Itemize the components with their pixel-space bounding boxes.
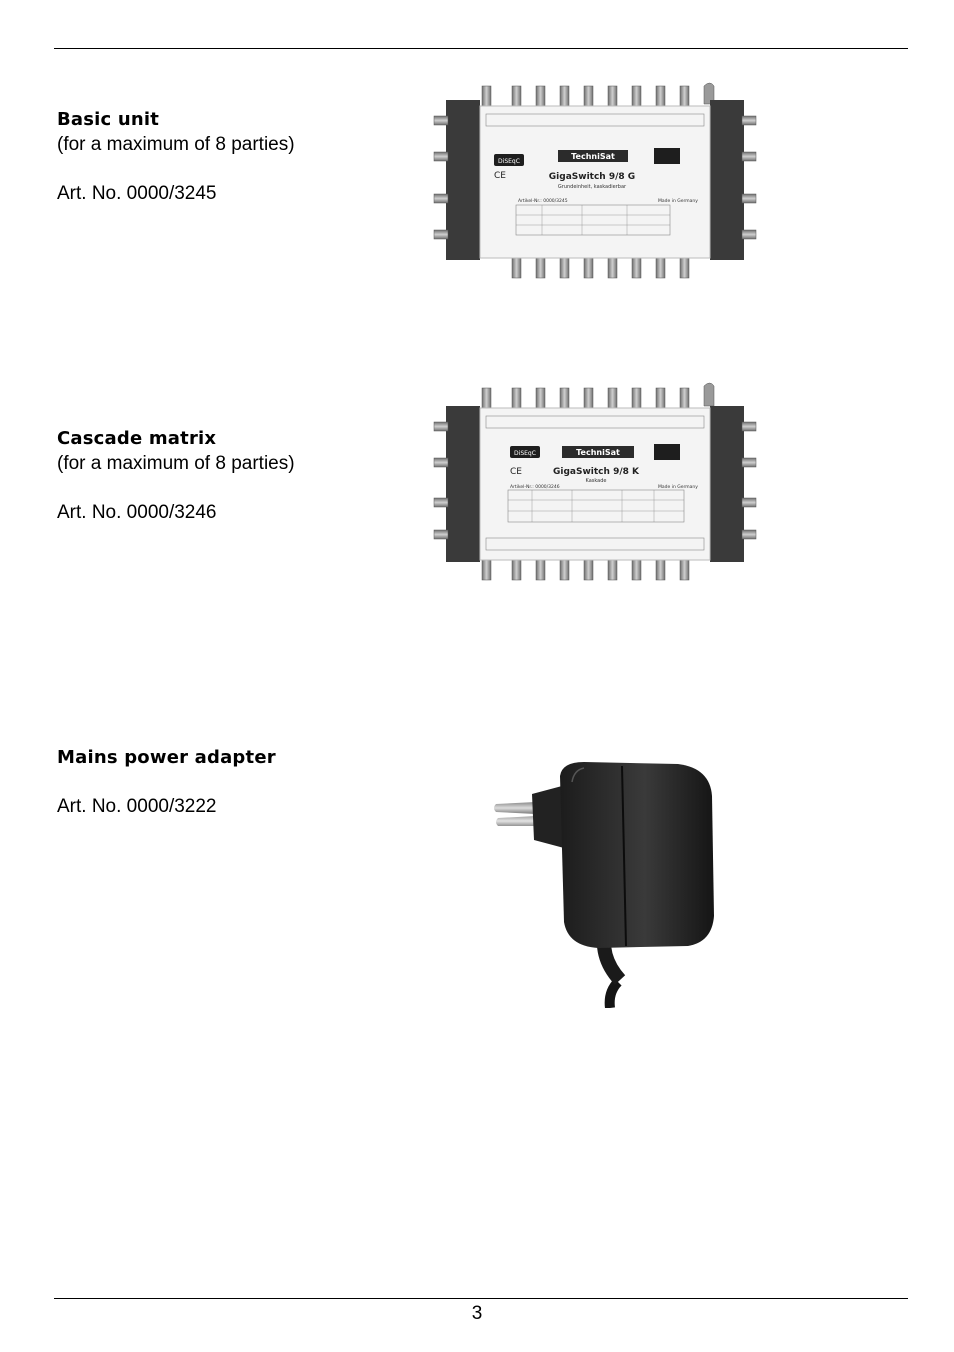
brand-logo: TechniSat xyxy=(576,448,620,457)
power-adapter-photo xyxy=(488,756,718,1008)
item-heading: Cascade matrix xyxy=(57,428,217,449)
device-model: GigaSwitch 9/8 G xyxy=(548,172,636,182)
footer-rule xyxy=(54,1298,908,1299)
basic-unit-photo xyxy=(432,82,758,284)
ce-mark: CE xyxy=(494,171,506,181)
brand-logo: TechniSat xyxy=(571,152,615,161)
device-artikel: Artikel-Nr.: 0000/3246 xyxy=(510,485,560,490)
item-subtitle: (for a maximum of 8 parties) xyxy=(57,133,295,155)
item-article-number: Art. No. 0000/3245 xyxy=(57,182,217,204)
item-basic-unit xyxy=(57,108,397,206)
header-rule xyxy=(54,48,908,49)
device-made-in: Made in Germany xyxy=(658,199,698,204)
device-model: GigaSwitch 9/8 K xyxy=(553,467,639,477)
item-power-adapter xyxy=(57,746,397,820)
cascade-matrix-photo xyxy=(432,380,758,585)
diseqc-logo: DiSEqC xyxy=(498,158,520,165)
page-number: 3 xyxy=(471,1303,483,1324)
item-article-number: Art. No. 0000/3222 xyxy=(57,796,217,817)
item-heading: Basic unit xyxy=(57,109,160,130)
device-artikel: Artikel-Nr.: 0000/3245 xyxy=(518,199,568,204)
item-heading: Mains power adapter xyxy=(57,747,276,768)
item-article-number: Art. No. 0000/3246 xyxy=(57,501,217,523)
device-description: Grundeinheit, kaskadierbar xyxy=(557,184,627,190)
item-cascade-matrix xyxy=(57,427,397,525)
diseqc-logo: DiSEqC xyxy=(514,450,536,457)
device-made-in: Made in Germany xyxy=(658,485,698,490)
item-subtitle: (for a maximum of 8 parties) xyxy=(57,452,295,474)
ce-mark: CE xyxy=(510,467,522,477)
device-description: Kaskade xyxy=(585,478,607,484)
